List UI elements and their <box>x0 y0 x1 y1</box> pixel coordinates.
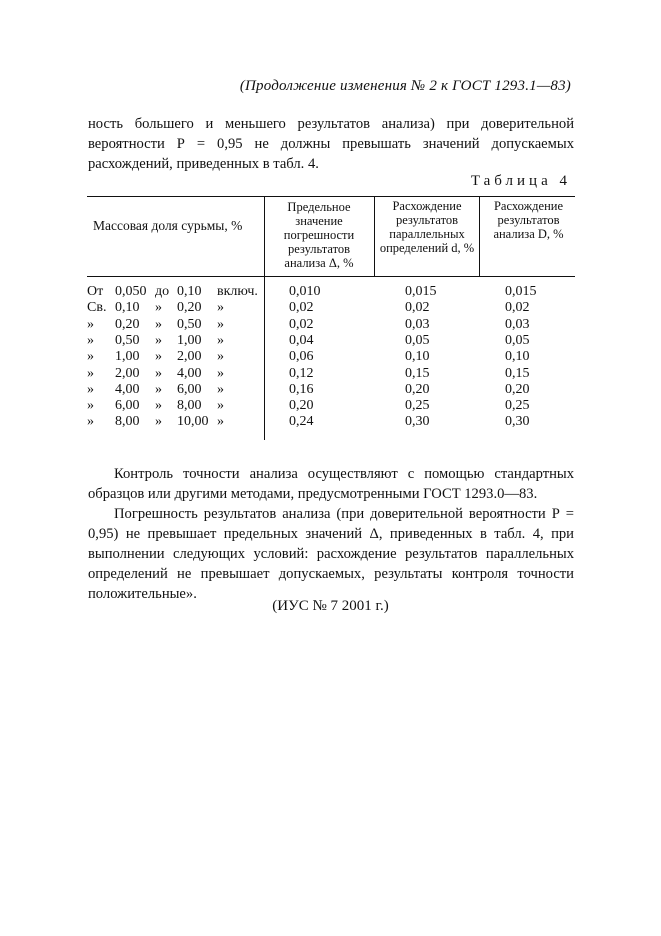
cell-prefix: От <box>87 284 104 299</box>
control-paragraph: Контроль точности анализа осуществляют с помощью стандартных образцов или другими методами, предусмотренными ГОСТ 1293.0—83. <box>88 466 574 502</box>
cell-to: 1,00 <box>177 332 202 348</box>
cell-d: 0,05 <box>505 332 530 348</box>
cell-to: 0,10 <box>177 284 202 299</box>
column-divider <box>374 196 375 276</box>
cell-suffix: » <box>217 349 224 365</box>
cell-delta: 0,06 <box>289 349 314 365</box>
table-row <box>87 414 575 430</box>
cell-mid: » <box>155 300 162 316</box>
data-table <box>87 196 575 440</box>
column-divider <box>479 196 480 276</box>
cell-suffix: » <box>217 316 224 332</box>
header-parallel-divergence: Расхождение результатов параллельных определений d, % <box>379 199 475 255</box>
table-row <box>87 333 575 349</box>
cell-d: 0,30 <box>405 414 430 430</box>
cell-from: 0,20 <box>115 316 140 332</box>
cell-delta: 0,12 <box>289 365 314 381</box>
cell-d: 0,03 <box>405 316 430 332</box>
table-top-rule <box>87 196 575 197</box>
running-header: (Продолжение изменения № 2 к ГОСТ 1293.1—83) <box>239 78 571 94</box>
cell-to: 2,00 <box>177 349 202 365</box>
cell-prefix: » <box>87 365 94 381</box>
cell-d: 0,20 <box>405 381 430 397</box>
cell-to: 0,50 <box>177 316 202 332</box>
cell-prefix: » <box>87 398 94 414</box>
cell-delta: 0,04 <box>289 332 314 348</box>
header-mass-fraction: Массовая доля сурьмы, % <box>93 218 243 233</box>
cell-prefix: Св. <box>87 300 107 316</box>
cell-d: 0,02 <box>405 300 430 316</box>
cell-suffix: » <box>217 365 224 381</box>
table-header-rule <box>87 276 575 277</box>
cell-mid: » <box>155 332 162 348</box>
cell-d: 0,05 <box>405 332 430 348</box>
cell-prefix: » <box>87 414 94 430</box>
cell-delta: 0,010 <box>289 284 321 299</box>
cell-delta: 0,02 <box>289 300 314 316</box>
cell-to: 10,00 <box>177 414 209 430</box>
table-row <box>87 317 575 333</box>
cell-mid: » <box>155 316 162 332</box>
cell-mid: до <box>155 284 170 299</box>
cell-suffix: » <box>217 414 224 430</box>
cell-from: 0,10 <box>115 300 140 316</box>
cell-delta: 0,16 <box>289 381 314 397</box>
cell-d: 0,20 <box>505 381 530 397</box>
table-row <box>87 398 575 414</box>
cell-d: 0,03 <box>505 316 530 332</box>
cell-prefix: » <box>87 349 94 365</box>
table-row <box>87 284 575 300</box>
cell-mid: » <box>155 398 162 414</box>
cell-d: 0,15 <box>405 365 430 381</box>
cell-prefix: » <box>87 332 94 348</box>
cell-d: 0,30 <box>505 414 530 430</box>
cell-suffix: » <box>217 332 224 348</box>
header-error-limit: Предельное значение погрешности результатов анализа Δ, % <box>283 200 355 270</box>
cell-suffix: » <box>217 381 224 397</box>
table-row <box>87 349 575 365</box>
cell-mid: » <box>155 349 162 365</box>
cell-prefix: » <box>87 381 94 397</box>
cell-to: 8,00 <box>177 398 202 414</box>
cell-to: 6,00 <box>177 381 202 397</box>
cell-d: 0,015 <box>405 284 437 299</box>
cell-prefix: » <box>87 316 94 332</box>
cell-delta: 0,20 <box>289 398 314 414</box>
cell-d: 0,15 <box>505 365 530 381</box>
table-row <box>87 382 575 398</box>
cell-delta: 0,24 <box>289 414 314 430</box>
cell-suffix: включ. <box>217 284 258 299</box>
cell-mid: » <box>155 381 162 397</box>
cell-suffix: » <box>217 398 224 414</box>
cell-d: 0,015 <box>505 284 537 299</box>
source-reference: (ИУС № 7 2001 г.) <box>272 598 389 614</box>
cell-to: 0,20 <box>177 300 202 316</box>
table-row <box>87 300 575 316</box>
cell-from: 0,050 <box>115 284 147 299</box>
cell-from: 1,00 <box>115 349 140 365</box>
cell-d: 0,02 <box>505 300 530 316</box>
table-label: Таблица 4 <box>470 173 571 189</box>
header-analysis-divergence: Расхождение результатов анализа D, % <box>493 199 564 241</box>
error-paragraph: Погрешность результатов анализа (при доверительной вероятности Р = 0,95) не превышает предельных значений Δ, приведенных в табл. 4, при выполнении следующих условий: расхождение результатов параллельных определений не превышает допускаемых, результаты контроля точности положительные». <box>88 506 574 602</box>
cell-suffix: » <box>217 300 224 316</box>
table-row <box>87 366 575 382</box>
cell-delta: 0,02 <box>289 316 314 332</box>
cell-mid: » <box>155 414 162 430</box>
cell-d: 0,25 <box>405 398 430 414</box>
cell-from: 6,00 <box>115 398 140 414</box>
cell-mid: » <box>155 365 162 381</box>
cell-from: 0,50 <box>115 332 140 348</box>
cell-d: 0,10 <box>405 349 430 365</box>
cell-d: 0,25 <box>505 398 530 414</box>
cell-to: 4,00 <box>177 365 202 381</box>
cell-from: 2,00 <box>115 365 140 381</box>
cell-from: 4,00 <box>115 381 140 397</box>
intro-paragraph: ность большего и меньшего результатов анализа) при доверительной вероятности Р = 0,95 не должны превышать значений допускаемых расхождений, приведенных в табл. 4. <box>88 116 574 172</box>
cell-d: 0,10 <box>505 349 530 365</box>
cell-from: 8,00 <box>115 414 140 430</box>
